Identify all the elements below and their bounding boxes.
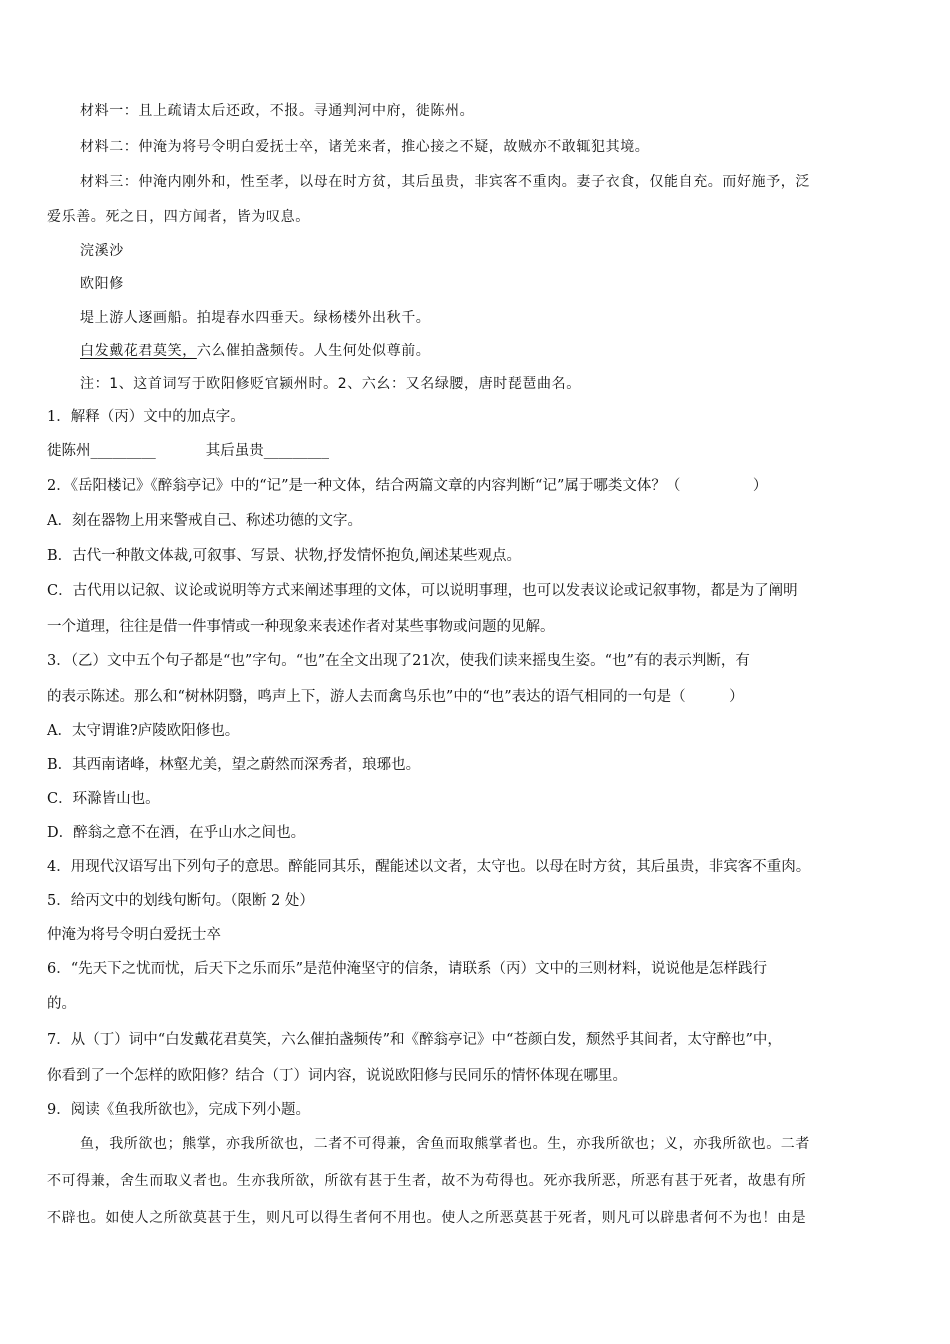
underlined-phrase: 白发戴花君莫笑，: [80, 343, 197, 359]
question-3-option-d: D．醉翁之意不在酒，在乎山水之间也。: [47, 825, 306, 841]
question-9: 9．阅读《鱼我所欲也》，完成下列小题。: [47, 1102, 310, 1118]
poem-line1: 堤上游人逐画船。拍堤春水四垂天。绿杨楼外出秋千。: [80, 310, 431, 326]
question-2-option-a: A．刻在器物上用来警戒自己、称述功德的文字。: [47, 513, 362, 529]
material-three-line2: 爱乐善。死之日，四方闻者，皆为叹息。: [47, 209, 310, 225]
question-3-option-a: A．太守谓谁?庐陵欧阳修也。: [47, 723, 240, 739]
material-one: 材料一：且上疏请太后还政，不报。寻通判河中府，徙陈州。: [80, 103, 475, 119]
passage-line1: 鱼，我所欲也；熊掌，亦我所欲也，二者不可得兼，舍鱼而取熊掌者也。生，亦我所欲也；义，亦我所欲也。二者: [80, 1136, 810, 1152]
poem-note: 注：1、这首词写于欧阳修贬官颍州时。2、六幺：又名绿腰，唐时琵琶曲名。: [80, 376, 581, 392]
question-2-option-b: B．古代一种散文体裁,可叙事、写景、状物,抒发情怀抱负,阐述某些观点。: [47, 548, 521, 564]
question-1-blanks: [47, 441, 329, 461]
material-three-line1: 材料三：仲淹内刚外和，性至孝，以母在时方贫，其后虽贵，非宾客不重肉。妻子衣食，仅能自充。而好施予，泛: [80, 174, 810, 190]
question-7-line1: 7．从（丁）词中“白发戴花君莫笑，六么催拍盏频传”和《醉翁亭记》中“苍颜白发，颓然乎其间者，太守醉也”中，: [47, 1032, 782, 1048]
poem-author: 欧阳修: [80, 276, 124, 292]
passage-line2: 不可得兼，舍生而取义者也。生亦我所欲，所欲有甚于生者，故不为苟得也。死亦我所恶，所恶有甚于死者，故患有所: [47, 1173, 807, 1189]
passage-line3: 不辟也。如使人之所欲莫甚于生，则凡可以得生者何不用也。使人之所恶莫甚于死者，则凡可以辟患者何不为也！由是: [47, 1210, 807, 1226]
question-3-option-c: C．环滁皆山也。: [47, 791, 160, 807]
poem-line2: [80, 341, 430, 361]
question-3-line1: 3．（乙）文中五个句子都是“也”字句。“也”在全文出现了21次，使我们读来摇曳生姿。“也”有的表示判断，有: [47, 653, 750, 669]
question-5: 5．给丙文中的划线句断句。（限断 2 处）: [47, 893, 314, 909]
question-7-line2: 你看到了一个怎样的欧阳修？结合（丁）词内容，说说欧阳修与民同乐的情怀体现在哪里。: [47, 1068, 627, 1084]
material-two: 材料二：仲淹为将号令明白爱抚士卒，诸羌来者，推心接之不疑，故贼亦不敢辄犯其境。: [80, 139, 650, 155]
question-2: 2．《岳阳楼记》《醉翁亭记》中的“记”是一种文体，结合两篇文章的内容判断“记”属于哪类文体？（ ）: [47, 478, 768, 494]
poem-title: 浣溪沙: [80, 243, 124, 259]
question-6-line1: 6．“先天下之忧而忧，后天下之乐而乐”是范仲淹坚守的信条，请联系（丙）文中的三则材料，说说他是怎样践行: [47, 961, 768, 977]
blank-xu-chen-zhou: 徙陈州_________: [47, 443, 156, 459]
question-4: 4．用现代汉语写出下列句子的意思。醉能同其乐，醒能述以文者，太守也。以母在时方贫，其后虽贵，非宾客不重肉。: [47, 859, 811, 875]
question-5-sentence: 仲淹为将号令明白爱抚士卒: [47, 927, 221, 943]
question-1: 1．解释（丙）文中的加点字。: [47, 409, 245, 425]
blank-qi-hou-sui-gui: 其后虽贵_________: [205, 443, 329, 459]
question-3-option-b: B．其西南诸峰，林壑尤美，望之蔚然而深秀者，琅琊也。: [47, 757, 421, 773]
question-2-option-c-line1: C．古代用以记叙、议论或说明等方式来阐述事理的文体，可以说明事理，也可以发表议论或记叙事物，都是为了阐明: [47, 583, 798, 599]
question-2-option-c-line2: 一个道理，往往是借一件事情或一种现象来表述作者对某些事物或问题的见解。: [47, 619, 555, 635]
question-3-line2: 的表示陈述。那么和“树林阴翳，鸣声上下，游人去而禽鸟乐也”中的“也”表达的语气相同的一句是（ ）: [47, 689, 744, 705]
question-6-line2: 的。: [47, 996, 76, 1012]
poem-line2-rest: 六么催拍盏频传。人生何处似尊前。: [196, 343, 431, 359]
